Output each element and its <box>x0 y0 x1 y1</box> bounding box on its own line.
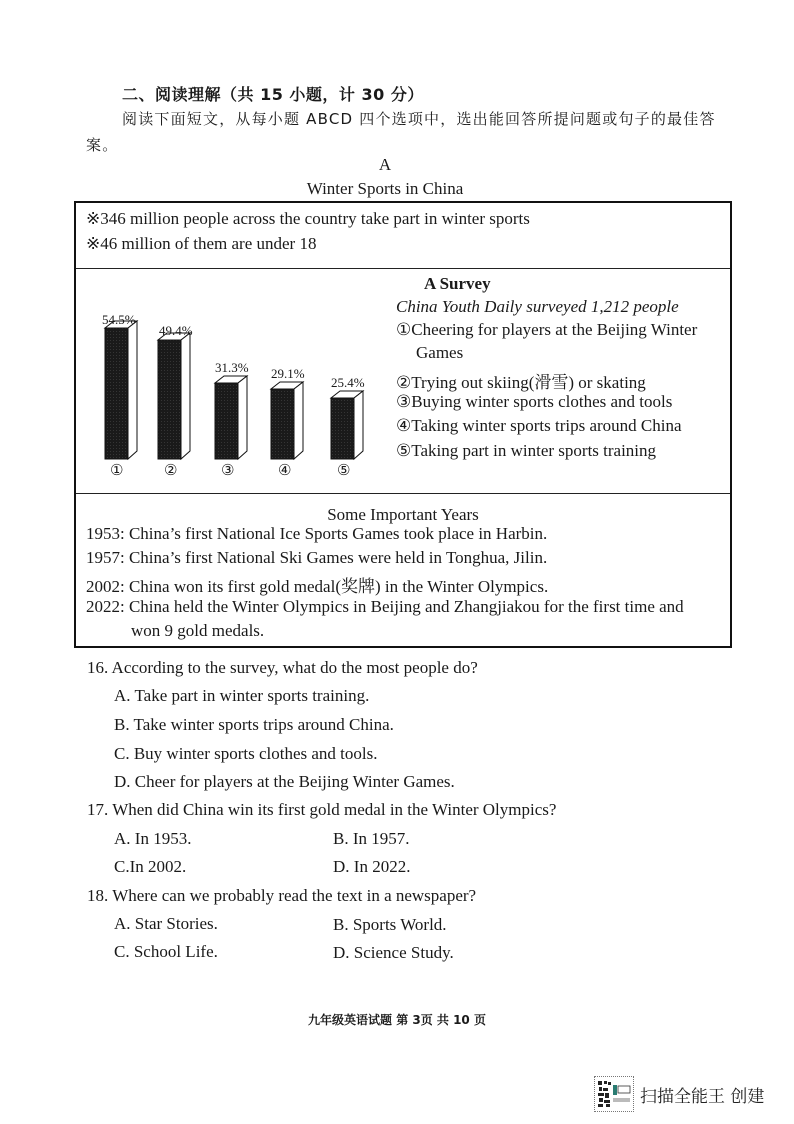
year-line: 1957: China’s first National Ski Games were held in Tonghua, Jilin. <box>86 548 548 567</box>
camscanner-watermark: 扫描全能王 创建 <box>640 1087 765 1107</box>
page-footer: 九年级英语试题 第 3页 共 10 页 <box>308 1013 486 1027</box>
survey-item: ④Taking winter sports trips around China <box>396 416 682 435</box>
passage-label: A <box>378 155 392 174</box>
question-stem: 17. When did China win its first gold medal in the Winter Olympics? <box>87 800 557 819</box>
camscanner-qr-icon <box>594 1076 634 1112</box>
bar-1 <box>105 321 137 459</box>
fact-line: ※46 million of them are under 18 <box>86 234 317 253</box>
answer-option[interactable]: B. Sports World. <box>333 915 447 934</box>
bar-3 <box>215 376 247 459</box>
answer-option[interactable]: A. In 1953. <box>114 829 192 848</box>
bar-value-label: 49.4% <box>159 323 193 338</box>
question-stem: 16. According to the survey, what do the most people do? <box>87 658 478 677</box>
answer-option[interactable]: C.In 2002. <box>114 857 187 876</box>
year-line: won 9 gold medals. <box>131 621 265 640</box>
section-heading: 二、阅读理解（共 15 小题，计 30 分） <box>122 85 424 104</box>
question-stem: 18. Where can we probably read the text in a newspaper? <box>87 886 477 905</box>
answer-option[interactable]: D. Cheer for players at the Beijing Winter Games. <box>114 772 455 791</box>
bar-4 <box>271 382 303 459</box>
bar-value-label: 54.5% <box>102 312 136 327</box>
passage-box <box>74 201 732 648</box>
year-line: 1953: China’s first National Ice Sports Games took place in Harbin. <box>86 524 548 543</box>
survey-item: ②Trying out skiing(滑雪) or skating <box>396 373 646 392</box>
answer-option[interactable]: A. Star Stories. <box>114 914 218 933</box>
fact-line: ※346 million people across the country take part in winter sports <box>86 209 530 228</box>
instruction-text: 阅读下面短文，从每小题 ABCD 四个选项中，选出能回答所提问题或句子的最佳答案。 <box>86 110 716 154</box>
section-divider <box>76 268 730 269</box>
bar-5 <box>331 391 363 459</box>
passage-title: Winter Sports in China <box>306 179 464 198</box>
years-title: Some Important Years <box>327 505 479 524</box>
bar-category-label: ③ <box>221 461 235 479</box>
survey-item: Games <box>416 343 464 362</box>
answer-option[interactable]: B. Take winter sports trips around China. <box>114 715 394 734</box>
bar-category-label: ⑤ <box>337 461 351 479</box>
year-line: 2002: China won its first gold medal(奖牌) in the Winter Olympics. <box>86 577 549 596</box>
bar-value-label: 31.3% <box>215 360 249 375</box>
answer-option[interactable]: A. Take part in winter sports training. <box>114 686 370 705</box>
survey-item: ⑤Taking part in winter sports training <box>396 441 657 460</box>
bar-2 <box>158 333 190 459</box>
bar-value-label: 25.4% <box>331 375 365 390</box>
answer-option[interactable]: D. In 2022. <box>333 857 411 876</box>
bar-category-label: ④ <box>278 461 292 479</box>
answer-option[interactable]: C. School Life. <box>114 942 218 961</box>
survey-title: A Survey <box>424 274 491 293</box>
bar-category-label: ② <box>164 461 178 479</box>
answer-option[interactable]: B. In 1957. <box>333 829 410 848</box>
survey-item: ①Cheering for players at the Beijing Winter <box>396 320 698 339</box>
bar-category-label: ① <box>110 461 124 479</box>
survey-subtitle: China Youth Daily surveyed 1,212 people <box>396 297 679 316</box>
section-divider <box>76 493 730 494</box>
answer-option[interactable]: C. Buy winter sports clothes and tools. <box>114 744 378 763</box>
answer-option[interactable]: D. Science Study. <box>333 943 454 962</box>
survey-item: ③Buying winter sports clothes and tools <box>396 392 673 411</box>
bar-value-label: 29.1% <box>271 366 305 381</box>
year-line: 2022: China held the Winter Olympics in Beijing and Zhangjiakou for the first time and <box>86 597 684 616</box>
